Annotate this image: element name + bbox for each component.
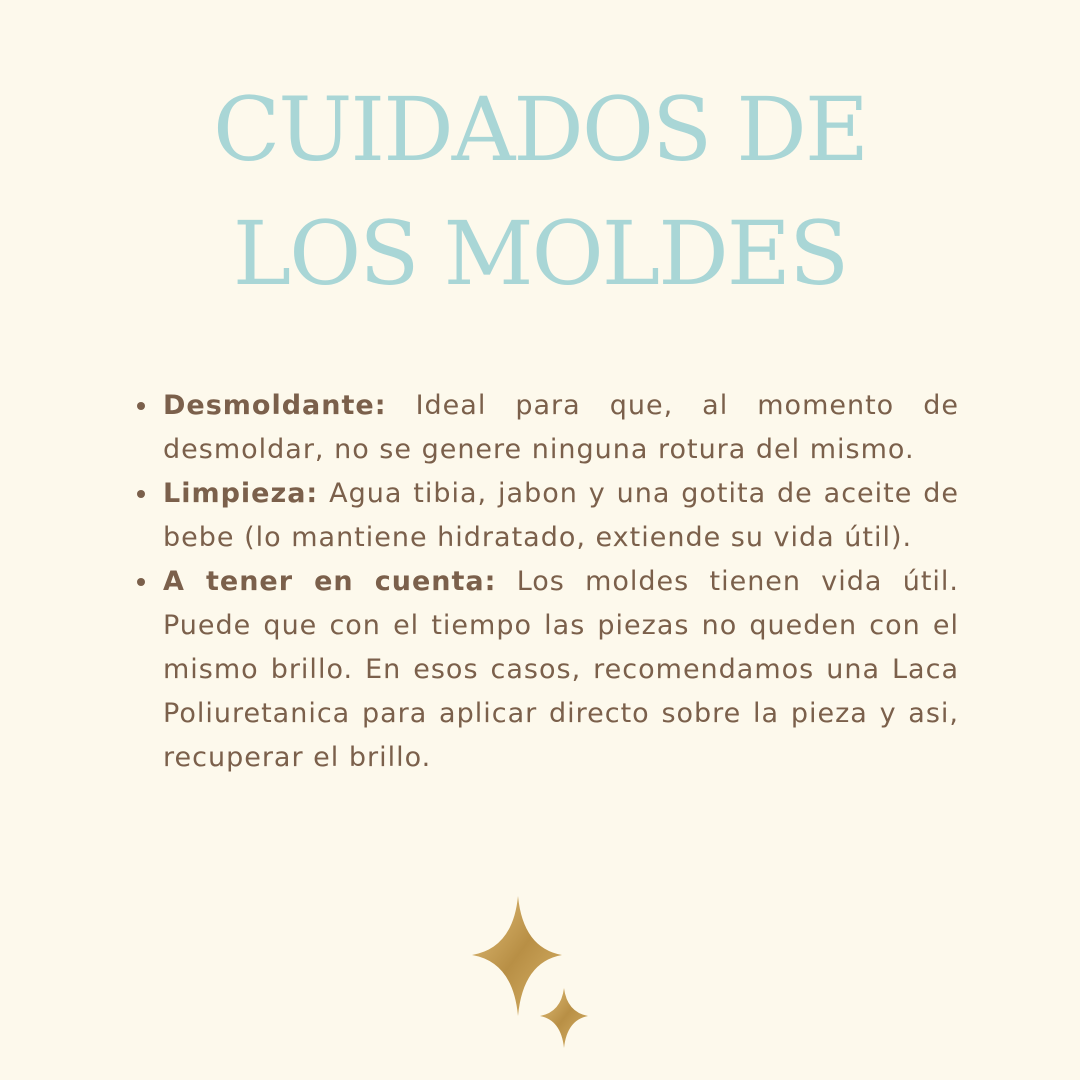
bullet-term: Desmoldante: bbox=[163, 390, 387, 421]
large-sparkle-icon bbox=[472, 896, 562, 1016]
bullet-dot-icon bbox=[137, 578, 145, 586]
bullet-term: Limpieza: bbox=[163, 478, 319, 509]
care-tips-list bbox=[163, 384, 959, 780]
list-item bbox=[163, 560, 959, 780]
bullet-term: A tener en cuenta: bbox=[163, 566, 497, 597]
sparkle-stars-icon bbox=[460, 888, 600, 1058]
bullet-text: Agua tibia, jabon y una gotita de aceite de bebe (lo mantiene hidratado, extiende su vida útil). bbox=[163, 478, 959, 553]
page-title bbox=[0, 68, 1080, 316]
list-item bbox=[163, 472, 959, 560]
title-line-2: LOS MOLDES bbox=[232, 202, 848, 305]
bullet-dot-icon bbox=[137, 490, 145, 498]
bullet-text: Ideal para que, al momento de desmoldar, no se genere ninguna rotura del mismo. bbox=[163, 390, 959, 465]
list-item bbox=[163, 384, 959, 472]
title-line-1: CUIDADOS DE bbox=[212, 78, 868, 181]
small-sparkle-icon bbox=[540, 988, 588, 1048]
bullet-dot-icon bbox=[137, 402, 145, 410]
bullet-text: Los moldes tienen vida útil. Puede que con el tiempo las piezas no queden con el mismo brillo. En esos casos, recomendamos una Laca Poliuretanica para aplicar directo sobre la pieza y asi, recuperar el brillo. bbox=[163, 566, 959, 773]
